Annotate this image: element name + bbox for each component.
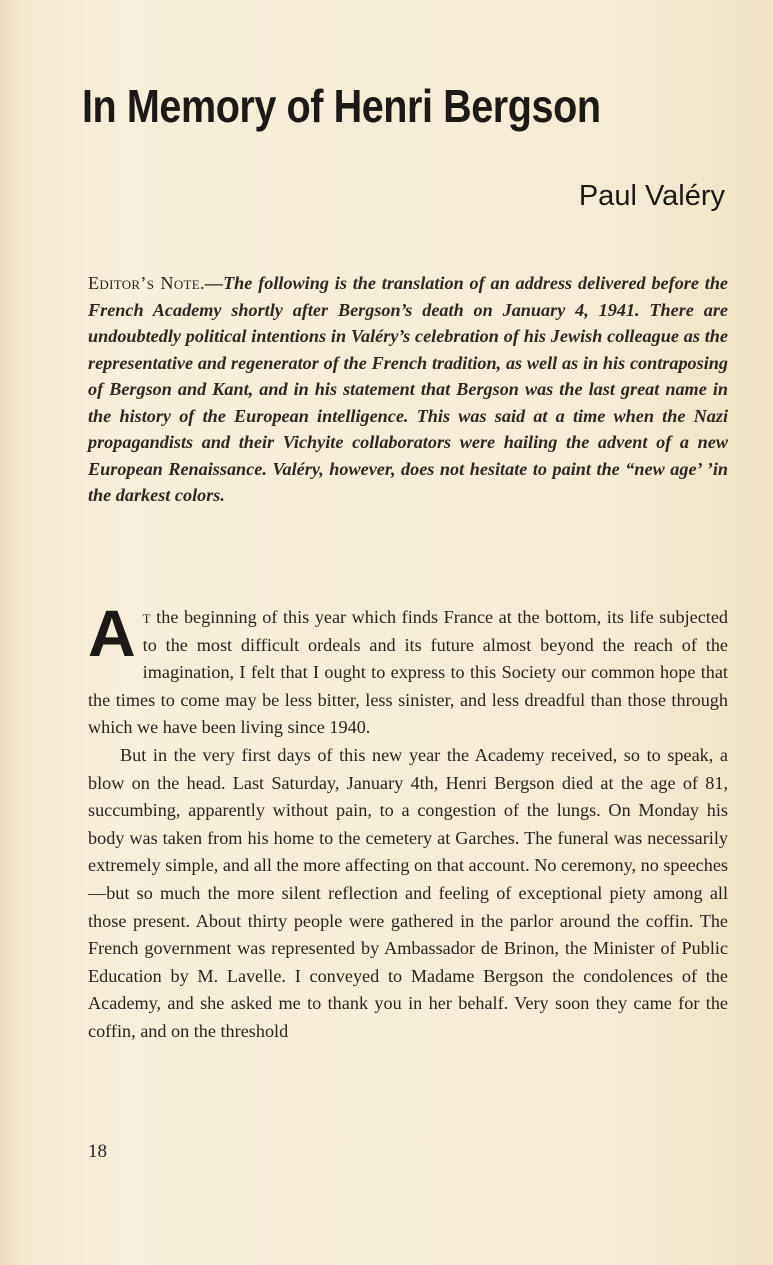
page-number: 18	[88, 1141, 107, 1162]
paragraph-1	[88, 596, 728, 742]
editor-note-text: —The following is the translation of an address delivered before the French Academy shortly after Bergson’s death on January 4, 1941. There are undoubtedly political intentions in Valéry’s celebration of his Jewish colleague as the representative and regenerator of the French tradition, as well as in his contraposing of Bergson and Kant, and in his statement that Bergson was the last great name in the history of the European intelligence. This was said at a time when the Nazi propagandists and their Vichyite collaborators were hailing the advent of a new European Renaissance. Valéry, however, does not hesitate to paint the “new age’ ’in the darkest colors.	[88, 273, 729, 505]
paragraph-1-lead: t	[142, 607, 151, 627]
paragraph-2: But in the very first days of this new year the Academy received, so to speak, a blow on the head. Last Saturday, January 4th, Henri Bergson died at the age of 81, succumbing, apparently without pain, to a congestion of the lungs. On Monday his body was taken from his home to the cemetery at Garches. The funeral was necessarily extremely simple, and all the more affecting on that account. No ceremony, no speeches—but so much the more silent reflection and feeling of exceptional piety among all those present. About thirty people were gathered in the parlor around the coffin. The French government was represented by Ambassador de Brinon, the Minister of Public Education by M. Lavelle. I conveyed to Madame Bergson the condolences of the Academy, and she asked me to thank you in her behalf. Very soon they came for the coffin, and on the threshold	[88, 744, 728, 1041]
drop-cap: A	[88, 596, 136, 670]
editor-note-label: Editor’s Note.	[88, 273, 205, 293]
paragraph-1-text: the beginning of this year which finds France at the bottom, its life subjected to the most difficult ordeals and its future almost beyond the reach of the imagination, I felt that I ought to express to this Society our common hope that the times to come may be less bitter, less sinister, and less dreadful than those through which we have been living since 1940.	[88, 607, 728, 738]
article-title: In Memory of Henri Bergson	[82, 80, 601, 132]
article-author: Paul Valéry	[578, 180, 725, 212]
article-body	[88, 596, 728, 1046]
editor-note	[88, 270, 728, 509]
